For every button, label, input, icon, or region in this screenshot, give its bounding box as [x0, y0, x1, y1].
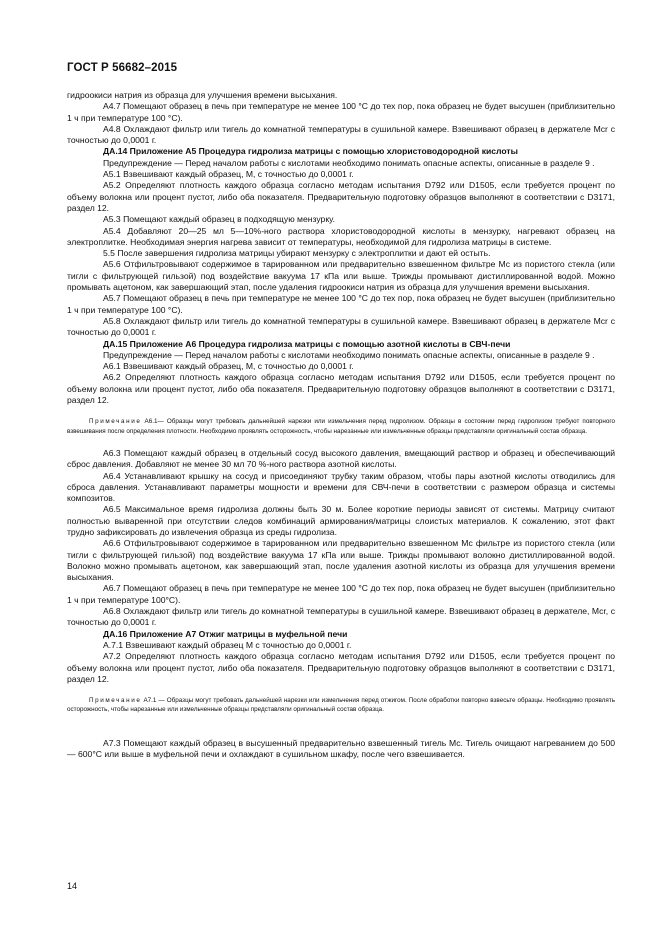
note-text: А7.1 — Образцы могут требовать дальнейшей нарезки или измельчения перед отжигом. После обработки повторно взвесьте образцы. Необходимо проявлять осторожность, чтобы нарезанные или измельченные образцы представляли оригинальный состав образца.: [67, 697, 615, 714]
paragraph: А6.7 Помещают образец в печь при температуре не менее 100 °С до тех пор, пока образец не будет высушен (приблизительно 1 ч при температуре 100°С).: [67, 583, 615, 605]
section-heading: ДА.14 Приложение А5 Процедура гидролиза матрицы с помощью хлористоводородной кислоты: [103, 146, 518, 157]
note-label: Примечание: [89, 697, 142, 705]
paragraph: А5.8 Охлаждают фильтр или тигель до комнатной температуры в сушильной камере. Взвешивают образец в держателе Мcr с точностью до 0,0001 г.: [67, 315, 615, 338]
note-label: Примечание: [89, 418, 142, 426]
paragraph: А5.6 Отфильтровывают содержимое в тарированном или предварительно взвешенном фильтре Мс из пористого стекла (или тигли с фильтрующей гильзой) под воздействие вакуума 17 кПа или выше. Трижды промывают дистиллированной водой. Можно промывать ацетоном, как завершающий этап, после удаления гидроокиси натрия из образца для улучшения времени высыхания.: [67, 259, 615, 293]
note: [67, 696, 615, 715]
document-body: [67, 90, 615, 760]
paragraph: А6.8 Охлаждают фильтр или тигель до комнатной температуры в сушильной камере. Взвешивают образец в держателе, Мcr, с точностью до 0,0001 г.: [67, 606, 615, 628]
page-number: 14: [67, 881, 78, 891]
paragraph: А6.4 Устанавливают крышку на сосуд и присоединяют трубку таким образом, чтобы пары азотной кислоты отводились для сброса давления. Устанавливают параметры мощности и времени для СВЧ-печи в соответствии с размером образца и системы композитов.: [67, 470, 615, 504]
paragraph: А.7.1 Взвешивают каждый образец М с точностью до 0,0001 г.: [103, 639, 352, 650]
paragraph: А5.1 Взвешивают каждый образец, М, с точностью до 0,0001 г.: [103, 169, 354, 180]
warning-paragraph: Предупреждение — Перед началом работы с кислотами необходимо понимать опасные аспекты, описанные в разделе 9 .: [103, 157, 595, 168]
paragraph: А7.3 Помещают каждый образец в высушенный предварительно взвешенный тигель Мс. Тигель очищают нагреванием до 500 — 600°С или выше в муфельной печи и охлаждают в сушильном шкафу, после чего взвешивается.: [67, 737, 615, 760]
document-header: ГОСТ Р 56682–2015: [67, 62, 178, 74]
warning-paragraph: Предупреждение — Перед началом работы с кислотами необходимо понимать опасные аспекты, описанные в разделе 9 .: [103, 349, 595, 360]
paragraph: А6.3 Помещают каждый образец в отдельный сосуд высокого давления, вмещающий раствор и образец и обеспечивающий сброс давления. Добавляют не менее 30 мл 70 %-ного раствора азотной кислоты.: [67, 447, 615, 470]
paragraph: А6.6 Отфильтровывают содержимое в тарированном или предварительно взвешенном Мс фильтре из пористого стекла (или тигли с фильтрующей гильзой) под воздействие вакуума 17 кПа или выше. Трижды промывают волокно дистиллированной водой. Волокно можно промывать ацетоном, как завершающий этап, после удаления азотной кислоты из образца для улучшения времени высыхания.: [67, 538, 615, 583]
paragraph: А7.2 Определяют плотность каждого образца согласно методам испытания D792 или D1505, если требуется процент по объему волокна или процент пустот, либо оба показателя. Предварительную подготовку образцов выполняют в соответствии с D3171, раздел 12.: [67, 651, 615, 684]
paragraph: А6.1 Взвешивают каждый образец, М, с точностью до 0,0001 г.: [103, 361, 354, 372]
paragraph: гидроокиси натрия из образца для улучшения времени высыхания.: [67, 90, 338, 100]
spacer: [67, 727, 615, 738]
section-heading: ДА.16 Приложение А7 Отжиг матрицы в муфельной печи: [103, 628, 348, 639]
section-heading: ДА.15 Приложение А6 Процедура гидролиза матрицы с помощью азотной кислоты в СВЧ-печи: [103, 338, 511, 349]
paragraph: 5.5 После завершения гидролиза матрицы убирают мензурку с электроплитки и дают ей остыть.: [103, 248, 491, 259]
note: [67, 417, 615, 436]
paragraph: А5.7 Помещают образец в печь при температуре не менее 100 °С до тех пор, пока образец не будет высушен (приблизительно 1 ч при температуре 100 °С).: [67, 293, 615, 315]
paragraph: А4.7 Помещают образец в печь при температуре не менее 100 °С до тех пор, пока образец не будет высушен (приблизительно 1 ч при температуре 100 °С).: [67, 101, 615, 123]
paragraph: А5.4 Добавляют 20—25 мл 5—10%-ного раствора хлористоводородной кислоты в мензурку, нагревают образец на электроплитке. Необходимая энергия нагрева зависит от температуры, необходимой для гидролиза матрицы в системе.: [67, 225, 615, 247]
paragraph: А5.3 Помещают каждый образец в подходящую мензурку.: [103, 214, 335, 225]
paragraph: А6.5 Максимальное время гидролиза должны быть 30 м. Более короткие периоды зависят от системы. Матрицу считают полностью вываренной при отсутствии следов комбинаций армирования/матрицы слоистых материалов. К сожалению, этот факт трудно зафиксировать до извлечения образца из среды гидролиза.: [67, 504, 615, 537]
paragraph: А6.2 Определяют плотность каждого образца согласно методам испытания D792 или D1505, если требуется процент по объему волокна или процент пустот, либо оба показателя. Предварительную подготовку образцов выполняют в соответствии с D3171, раздел 12.: [67, 372, 615, 406]
paragraph: А4.8 Охлаждают фильтр или тигель до комнатной температуры в сушильной камере. Взвешивают образец в держателе Мcr с точностью до 0,0001 г.: [67, 123, 615, 146]
note-text: А6.1— Образцы могут требовать дальнейшей нарезки или измельчения перед гидролизом. Образцы в состоянии перед гидролизом требуют повторного взвешивания после определения плотности. Необходимо проявлять осторожность, чтобы нарезанные или измельченные образцы представляли оригинальный состав образца.: [67, 418, 616, 435]
paragraph: А5.2 Определяют плотность каждого образца согласно методам испытания D792 или D1505, если требуется процент по объему волокна или процент пустот, либо оба показателя. Предварительную подготовку образцов выполняют в соответствии с D3171, раздел 12.: [67, 180, 615, 213]
